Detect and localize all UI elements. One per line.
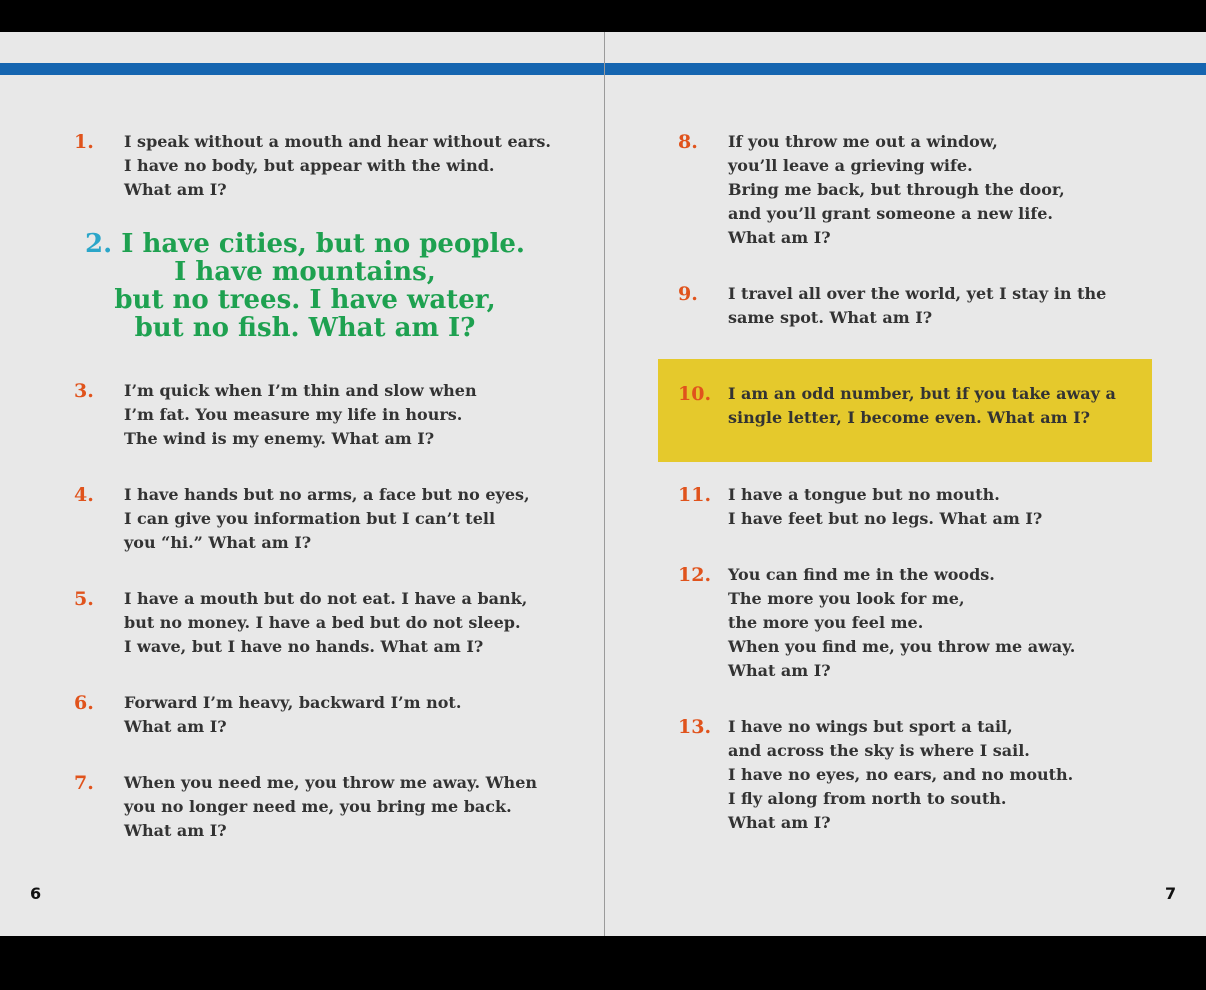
riddle-4 (74, 483, 530, 555)
riddle-number: 5. (74, 588, 94, 610)
riddle-number: 2. (85, 229, 113, 259)
riddle-7 (74, 771, 537, 843)
riddle-number: 8. (678, 131, 698, 153)
riddle-1 (74, 130, 551, 202)
riddle-number: 9. (678, 283, 698, 305)
riddle-text: Forward I’m heavy, backward I’m not. What am I? (124, 693, 462, 736)
riddle-number: 6. (74, 692, 94, 714)
riddle-2-featured (70, 230, 540, 342)
riddle-11 (678, 483, 1042, 531)
header-stripe (0, 63, 1206, 75)
riddle-9 (678, 282, 1106, 330)
page-gutter (604, 32, 605, 936)
riddle-text: I’m quick when I’m thin and slow when I’m fat. You measure my life in hours. The wind is my enemy. What am I? (124, 381, 477, 448)
riddle-number: 10. (678, 383, 712, 405)
page-number-right: 7 (1165, 884, 1177, 903)
riddle-8 (678, 130, 1065, 250)
riddle-6 (74, 691, 461, 739)
riddle-number: 1. (74, 131, 94, 153)
riddle-text: I have hands but no arms, a face but no eyes, I can give you information but I can’t tell you “hi.” What am I? (124, 485, 530, 552)
riddle-text: I travel all over the world, yet I stay in the same spot. What am I? (728, 284, 1107, 327)
riddle-number: 7. (74, 772, 94, 794)
riddle-12 (678, 563, 1075, 683)
riddle-text: I speak without a mouth and hear without ears. I have no body, but appear with the wind. What am I? (124, 132, 551, 199)
riddle-number: 11. (678, 484, 712, 506)
riddle-number: 12. (678, 564, 712, 586)
riddle-text: When you need me, you throw me away. When you no longer need me, you bring me back. What am I? (124, 773, 537, 840)
riddle-10 (678, 382, 1116, 430)
riddle-text: You can find me in the woods. The more you look for me, the more you feel me. When you find me, you throw me away. What am I? (728, 565, 1076, 680)
riddle-3 (74, 379, 477, 451)
riddle-text: I have cities, but no people. I have mountains, but no trees. I have water, but no fish. What am I? (114, 229, 525, 343)
riddle-number: 4. (74, 484, 94, 506)
riddle-text: I have no wings but sport a tail, and across the sky is where I sail. I have no eyes, no ears, and no mouth. I fly along from north to south. What am I? (728, 717, 1074, 832)
book-spread (0, 32, 1206, 936)
riddle-text: I have a tongue but no mouth. I have feet but no legs. What am I? (728, 485, 1043, 528)
riddle-text: If you throw me out a window, you’ll leave a grieving wife. Bring me back, but through the door, and you’ll grant someone a new life. What am I? (728, 132, 1065, 247)
riddle-text: I have a mouth but do not eat. I have a bank, but no money. I have a bed but do not sleep. I wave, but I have no hands. What am I? (124, 589, 528, 656)
riddle-13 (678, 715, 1073, 835)
riddle-text: I am an odd number, but if you take away a single letter, I become even. What am I? (728, 384, 1116, 427)
page-number-left: 6 (30, 884, 42, 903)
riddle-5 (74, 587, 527, 659)
riddle-number: 13. (678, 716, 712, 738)
riddle-number: 3. (74, 380, 94, 402)
